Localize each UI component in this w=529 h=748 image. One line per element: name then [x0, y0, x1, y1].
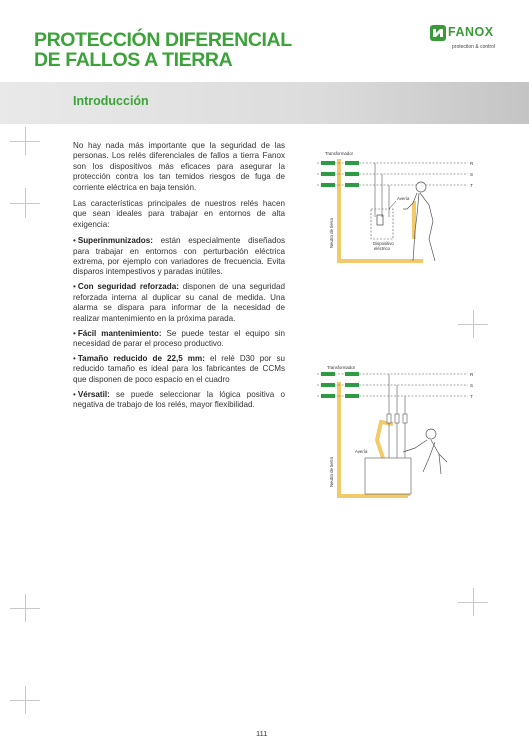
- fuse: [403, 414, 407, 423]
- transformer-label: Transformador: [325, 151, 354, 156]
- transformer-label: Transformador: [327, 365, 356, 370]
- feature-item: [73, 390, 285, 411]
- winding: [345, 161, 359, 165]
- feature-term: Con seguridad reforzada:: [77, 282, 179, 292]
- winding: [345, 183, 359, 187]
- feature-term: Tamaño reducido de 22,5 mm:: [77, 353, 205, 363]
- bullet-icon: •: [73, 389, 76, 399]
- feature-item: [73, 329, 285, 350]
- phase-s-label: S: [470, 172, 474, 177]
- fault-label: Avería: [397, 196, 410, 201]
- winding: [321, 372, 335, 376]
- bullet-icon: •: [73, 236, 76, 246]
- device-label-2: eléctrico: [374, 246, 391, 251]
- bullet-icon: •: [73, 282, 76, 292]
- bullet-icon: •: [73, 328, 76, 338]
- winding: [345, 383, 359, 387]
- winding: [321, 394, 335, 398]
- section-title: Introducción: [73, 94, 149, 108]
- feature-text: el relé D30 por su reducido tamaño es ideal para los fabricantes de CCMs que disponen de poco espacio en el cuadro: [73, 353, 285, 384]
- feature-term: Vérsatil:: [77, 389, 110, 399]
- title-line-1: PROTECCIÓN DIFERENCIAL: [34, 29, 292, 51]
- intro-paragraph: Las características principales de nuestros relés hacen que sean ideales para trabajar en entornos de alta exigencia:: [73, 199, 285, 229]
- feature-term: Fácil mantenimiento:: [77, 328, 162, 338]
- page-number: 111: [256, 729, 268, 738]
- fuse: [387, 414, 391, 423]
- neutral-label: Neutro de tierra: [329, 218, 334, 248]
- crop-mark: [25, 594, 26, 622]
- feature-text: Se puede testar el equipo sin necesidad de parar el proceso productivo.: [73, 328, 286, 348]
- feature-item: [73, 354, 285, 385]
- phase-s-label: S: [470, 383, 474, 388]
- crop-mark: [473, 588, 474, 616]
- winding: [345, 394, 359, 398]
- neutral-label: Neutro de tierra: [329, 457, 334, 487]
- logo-name: FANOX: [448, 25, 494, 39]
- electric-device: [365, 458, 411, 494]
- feature-list: [73, 236, 285, 410]
- fault-label: Avería: [355, 449, 368, 454]
- winding: [345, 172, 359, 176]
- phase-t-label: T: [470, 183, 473, 188]
- bullet-icon: •: [73, 353, 76, 363]
- winding: [345, 372, 359, 376]
- feature-text: están especialmente diseñados para trabajar en entornos con perturbación eléctrica extrema, por ejemplo con variadores de frecuencia. Evita disparos intempestivos y paradas inútiles.: [73, 236, 285, 277]
- phase-r-label: R: [470, 161, 474, 166]
- fanox-logo: [430, 25, 520, 57]
- body-text: [73, 141, 285, 415]
- feature-term: Superinmunizados:: [77, 236, 153, 246]
- logo-tagline: protection & control: [452, 44, 496, 50]
- winding: [321, 161, 335, 165]
- fanox-logo-icon: [430, 25, 446, 41]
- crop-mark: [25, 188, 26, 218]
- winding: [321, 183, 335, 187]
- winding: [321, 383, 335, 387]
- crop-mark: [25, 127, 26, 155]
- feature-item: [73, 282, 285, 324]
- winding: [321, 172, 335, 176]
- feature-item: [73, 236, 285, 278]
- title-line-2: DE FALLOS A TIERRA: [34, 49, 233, 71]
- crop-mark: [473, 310, 474, 338]
- feature-text: disponen de una seguridad reforzada interna al duplicar su canal de medida. Una alarma se dispara para informar de la necesidad de realizar mantenimiento en la próxima parada.: [73, 282, 285, 323]
- crop-mark: [25, 686, 26, 714]
- page-title: [34, 30, 292, 70]
- fuse: [395, 414, 399, 423]
- device-label-1: Dispositivo: [373, 241, 394, 246]
- phase-r-label: R: [470, 372, 474, 377]
- intro-paragraph: No hay nada más importante que la seguridad de las personas. Los relés diferenciales de fallos a tierra Fanox son los dispositivos más eficaces para asegurar la protección contra los tan temidos riesgos de fuga de corriente eléctrica en baja tensión.: [73, 141, 285, 192]
- earth-fault-diagram-2: [303, 362, 493, 502]
- feature-text: se puede seleccionar la lógica positiva o negativa de trabajo de los relés, mayor flexibilidad.: [73, 389, 285, 409]
- phase-t-label: T: [470, 394, 473, 399]
- earth-fault-diagram-1: [303, 143, 493, 265]
